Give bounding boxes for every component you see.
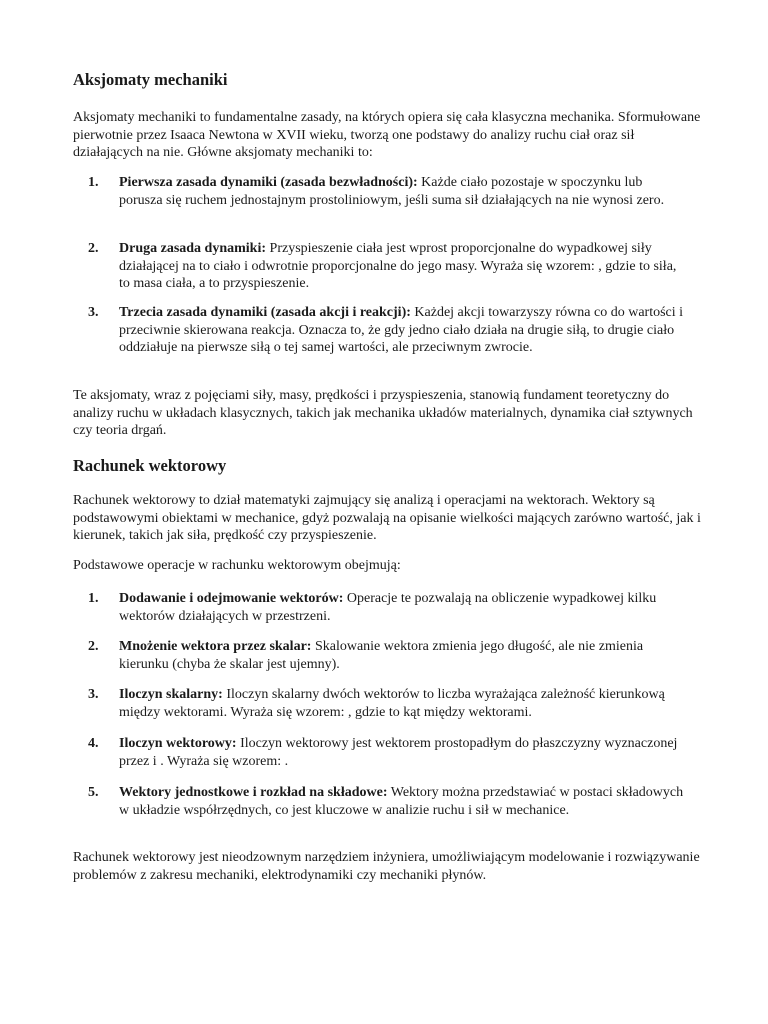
list-item-number: 3. xyxy=(88,305,99,320)
list-item-number: 2. xyxy=(88,639,99,654)
list-item-text: Operacje te pozwalają na obliczenie wypadkowej kilku wektorów działających w przestrzeni. xyxy=(119,591,657,624)
list-item-text: Iloczyn skalarny dwóch wektorów to liczba wyrażająca zależność kierunkową między wektorami. Wyraża się wzorem: , gdzie to kąt między wektorami. xyxy=(119,687,665,720)
list-item-text: Skalowanie wektora zmienia jego długość, ale nie zmienia kierunku (chyba że skalar jest ujemny). xyxy=(119,639,644,672)
section-title-aksjomaty: Aksjomaty mechaniki xyxy=(73,70,228,89)
list-item-title: Mnożenie wektora przez skalar: xyxy=(119,639,312,654)
list-item-title: Dodawanie i odejmowanie wektorów: xyxy=(119,591,344,606)
list-item-title: Iloczyn skalarny: xyxy=(119,687,223,702)
section2-outro: Rachunek wektorowy jest nieodzownym narzędziem inżyniera, umożliwiającym modelowanie i rozwiązywanie problemów z zakresu mechaniki, elektrodynamiki czy mechaniki płynów. xyxy=(73,850,700,883)
list-item-text: Każdej akcji towarzyszy równa co do wartości i przeciwnie skierowana reakcja. Oznacza to, że gdy jedno ciało działa na drugie siłą, to drugie ciało oddziałuje na pierwsze siłą o tej samej wartości, ale przeciwnym zwrocie. xyxy=(119,305,684,355)
list-item-text: Przyspieszenie ciała jest wprost proporcjonalne do wypadkowej siły działającej na to ciało i odwrotnie proporcjonalne do jego masy. Wyraża się wzorem: , gdzie to siła, to masa ciała, a to przyspieszenie. xyxy=(119,241,677,291)
list-item-text: Iloczyn wektorowy jest wektorem prostopadłym do płaszczyzny wyznaczonej przez i . Wyraża się wzorem: . xyxy=(119,736,678,769)
list-item-number: 2. xyxy=(88,241,99,256)
section1-outro: Te aksjomaty, wraz z pojęciami siły, masy, prędkości i przyspieszenia, stanowią fundament teoretyczny do analizy ruchu w układach klasycznych, takich jak mechanika układów materialnych, dynamika ciał sztywnych czy teoria drgań. xyxy=(73,388,693,438)
list-item-number: 4. xyxy=(88,736,99,751)
list-item-text: Każde ciało pozostaje w spoczynku lub porusza się ruchem jednostajnym prostoliniowym, jeśli suma sił działających na nie wynosi zero. xyxy=(119,175,665,208)
section-title-rachunek: Rachunek wektorowy xyxy=(73,456,227,475)
list-item-title: Druga zasada dynamiki: xyxy=(119,241,267,256)
list-item-title: Iloczyn wektorowy: xyxy=(119,736,237,751)
section2-intro: Rachunek wektorowy to dział matematyki zajmujący się analizą i operacjami na wektorach. Wektory są podstawowymi obiektami w mechanice, gdyż pozwalają na opisanie wielkości mających zarówno wartość, jak i kierunek, takich jak siła, prędkość czy przyspieszenie. xyxy=(73,493,701,543)
list-item-text: Wektory można przedstawiać w postaci składowych w układzie współrzędnych, co jest kluczowe w analizie ruchu i sił w mechanice. xyxy=(119,785,684,818)
list-item-title: Pierwsza zasada dynamiki (zasada bezwładności): xyxy=(119,175,418,190)
list-item-number: 1. xyxy=(88,175,99,190)
section1-intro: Aksjomaty mechaniki to fundamentalne zasady, na których opiera się cała klasyczna mechanika. Sformułowane pierwotnie przez Isaaca Newtona w XVII wieku, tworzą one podstawy do analizy ruchu ciał oraz sił działających na nie. Główne aksjomaty mechaniki to: xyxy=(73,110,701,160)
list-item-title: Wektory jednostkowe i rozkład na składowe: xyxy=(119,785,388,800)
list-item-number: 5. xyxy=(88,785,99,800)
list-item-number: 3. xyxy=(88,687,99,702)
list-item-title: Trzecia zasada dynamiki (zasada akcji i reakcji): xyxy=(119,305,411,320)
section2-lead: Podstawowe operacje w rachunku wektorowym obejmują: xyxy=(73,558,401,573)
list-item-number: 1. xyxy=(88,591,99,606)
